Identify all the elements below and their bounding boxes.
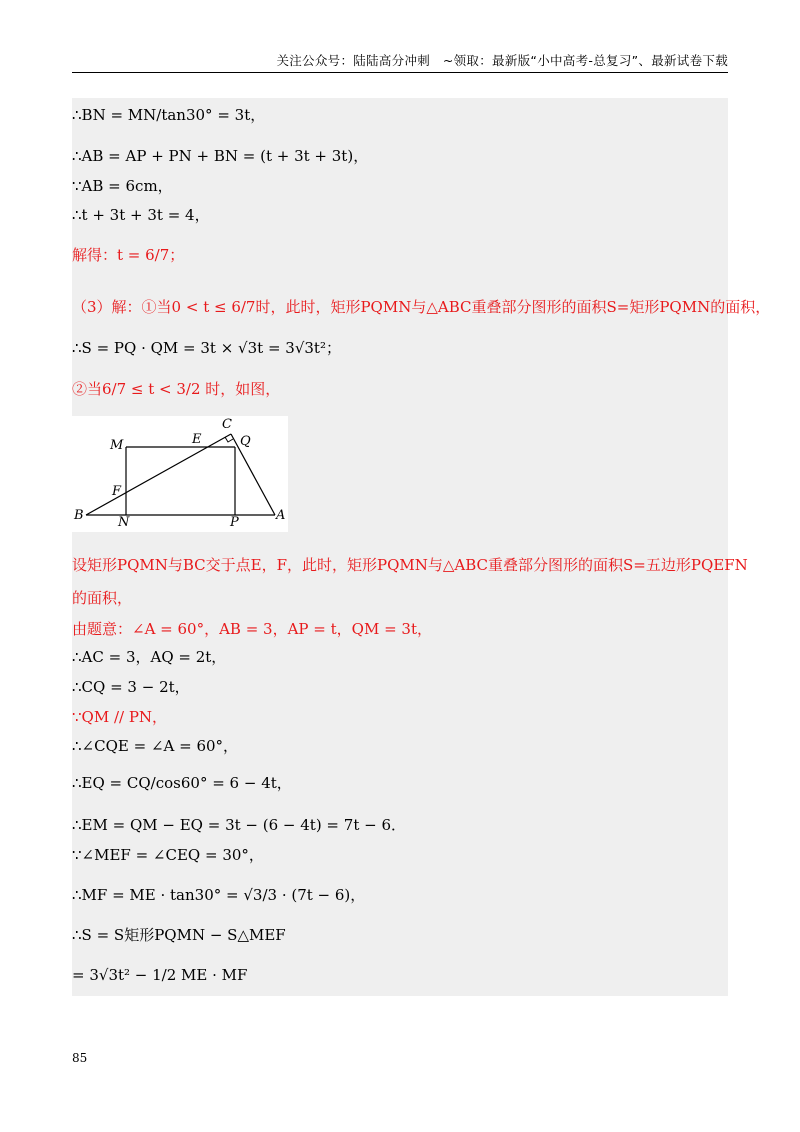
- solution-line: 由题意：∠A = 60°，AB = 3，AP = t，QM = 3t，: [72, 620, 432, 638]
- label-c: C: [222, 417, 232, 432]
- solution-line: ∴EM = QM − EQ = 3t − (6 − 4t) = 7t − 6．: [72, 816, 406, 834]
- solution-line: ∴BN = MN/tan30° = 3t，: [72, 106, 266, 124]
- solution-line: ∴t + 3t + 3t = 4，: [72, 206, 210, 224]
- segment-bc: [86, 434, 231, 515]
- solution-line: ∵∠MEF = ∠CEQ = 30°，: [72, 846, 264, 864]
- label-a: A: [276, 508, 286, 523]
- right-angle-mark: [225, 437, 233, 442]
- solution-line: ∵QM // PN，: [72, 708, 168, 726]
- label-f: F: [112, 484, 122, 499]
- solution-line: ∴EQ = CQ/cos60° = 6 − 4t，: [72, 774, 292, 792]
- solution-line: ∴S = PQ · QM = 3t × √3t = 3√3t²；: [72, 339, 341, 357]
- triangle-rectangle-diagram: [72, 416, 288, 532]
- solution-line: （3）解：①当0 < t ≤ 6/7时，此时，矩形PQMN与△ABC重叠部分图形的面积S=矩形PQMN的面积，: [72, 298, 771, 316]
- solution-line: ∴AB = AP + PN + BN = (t + 3t + 3t)，: [72, 147, 369, 165]
- segment-ca: [231, 434, 275, 515]
- label-q: Q: [240, 434, 251, 449]
- geometry-figure: [72, 416, 288, 532]
- solution-line: 的面积，: [72, 589, 133, 607]
- solution-line: ∴MF = ME · tan30° = √3/3 · (7t − 6)，: [72, 886, 366, 904]
- solution-line: = 3√3t² − 1/2 ME · MF: [72, 966, 248, 984]
- solution-line: ②当6/7 ≤ t < 3/2 时，如图，: [72, 380, 281, 398]
- label-e: E: [192, 432, 202, 447]
- solution-line: 解得：t = 6/7；: [72, 246, 185, 264]
- solution-line: ∴S = S矩形PQMN − S△MEF: [72, 926, 286, 944]
- page-header: 关注公众号：陆陆高分冲刺 ~领取：最新版“小中高考-总复习”、最新试卷下载: [72, 52, 728, 73]
- solution-line: ∴∠CQE = ∠A = 60°，: [72, 737, 239, 755]
- solution-content: [72, 98, 771, 996]
- label-n: N: [118, 515, 130, 530]
- page-number: 85: [72, 1051, 88, 1065]
- solution-line: 设矩形PQMN与BC交于点E，F，此时，矩形PQMN与△ABC重叠部分图形的面积S=五边形PQEFN: [72, 556, 748, 574]
- solution-line: ∵AB = 6cm，: [72, 177, 173, 195]
- label-p: P: [230, 515, 239, 530]
- label-m: M: [110, 438, 124, 453]
- label-b: B: [74, 508, 84, 523]
- solution-line: ∴CQ = 3 − 2t，: [72, 678, 190, 696]
- solution-line: ∴AC = 3，AQ = 2t，: [72, 648, 227, 666]
